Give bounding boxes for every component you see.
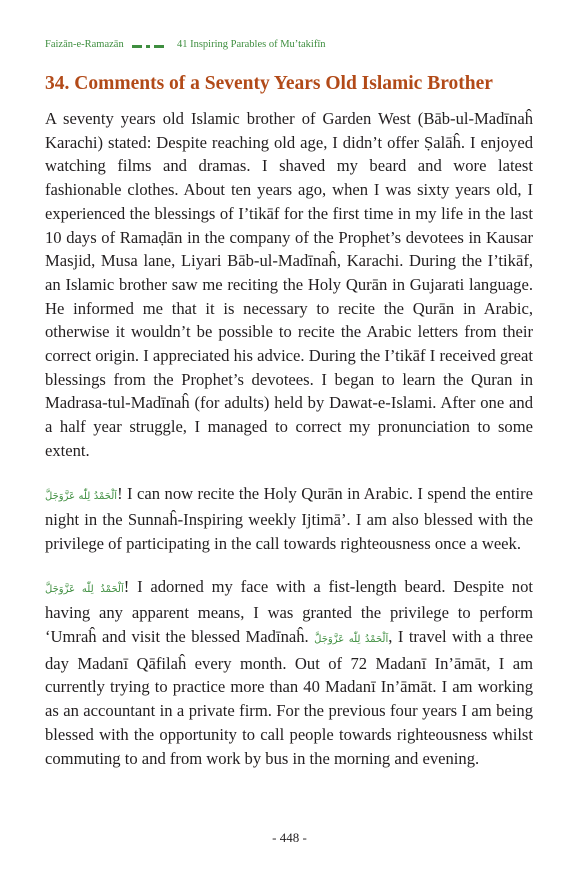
page-number: - 448 - <box>272 830 307 845</box>
arabic-phrase: اَلْحَمْدُ لِلّٰه عَزَّوَجَلَّ <box>45 490 118 502</box>
arabic-phrase: اَلْحَمْدُ لِلّٰه عَزَّوَجَلَّ <box>45 583 124 595</box>
arabic-phrase: اَلْحَمْدُ لِلّٰه عَزَّوَجَلَّ <box>314 634 389 646</box>
parable-body <box>45 107 533 770</box>
header-section-title: 41 Inspiring Parables of Mu’takifīn <box>176 39 326 50</box>
paragraph-3-text-b: , I travel with a three day Madanī Qāfilaĥ every month. Out of 72 Madanī In’āmāt, I am currently trying to practice more than 40 Madanī In’āmāt. I am working as an accountant in a private firm. For the previous four years I am being blessed with the opportunity to call people towards righteousness whilst commuting to and from work by bus in the morning and evening. <box>45 627 533 768</box>
paragraph-2 <box>45 482 533 556</box>
header-separator <box>132 41 168 49</box>
paragraph-2-text: ! I can now recite the Holy Qurān in Arabic. I spend the entire night in the Sunnaĥ-Inspiring weekly Ijtimā’. I am also blessed with the privilege of participating in the call towards righteousness once a week. <box>45 483 533 553</box>
parable-title: 34. Comments of a Seventy Years Old Islamic Brother <box>45 73 493 94</box>
paragraph-3 <box>45 575 533 771</box>
paragraph-3-text-a: ! I adorned my face with a fist-length beard. Despite not having any apparent means, I was granted the privilege to perform ‘Umraĥ and visit the blessed Madīnaĥ. <box>45 576 533 647</box>
running-header <box>45 39 549 50</box>
header-book-title: Faizān-e-Ramazān <box>45 39 124 50</box>
paragraph-1: A seventy years old Islamic brother of Garden West (Bāb-ul-Madīnaĥ Karachi) stated: Despite reaching old age, I didn’t offer Ṣalāĥ. I enjoyed watching films and dramas. I shaved my beard and wore latest fashionable clothes. About ten years ago, when I was sixty years old, I experienced the blessings of I’tikāf for the first time in my life in the last 10 days of Ramaḍān in the company of the Prophet’s devotees in Kausar Masjid, Musa lane, Liyari Bāb-ul-Madīnaĥ, Karachi. During the I’tikāf, an Islamic brother saw me reciting the Holy Qurān in Gujarati language. He informed me that it is necessary to recite the Qurān in Arabic, otherwise it wouldn’t be possible to recite the Arabic letters from their correct origin. I appreciated his advice. During the I’tikāf I received great blessings from the Prophet’s devotees. I began to learn the Quran in Madrasa-tul-Madīnaĥ (for adults) held by Dawat-e-Islami. After one and a half year struggle, I managed to correct my pronunciation to some extent. <box>45 109 533 460</box>
